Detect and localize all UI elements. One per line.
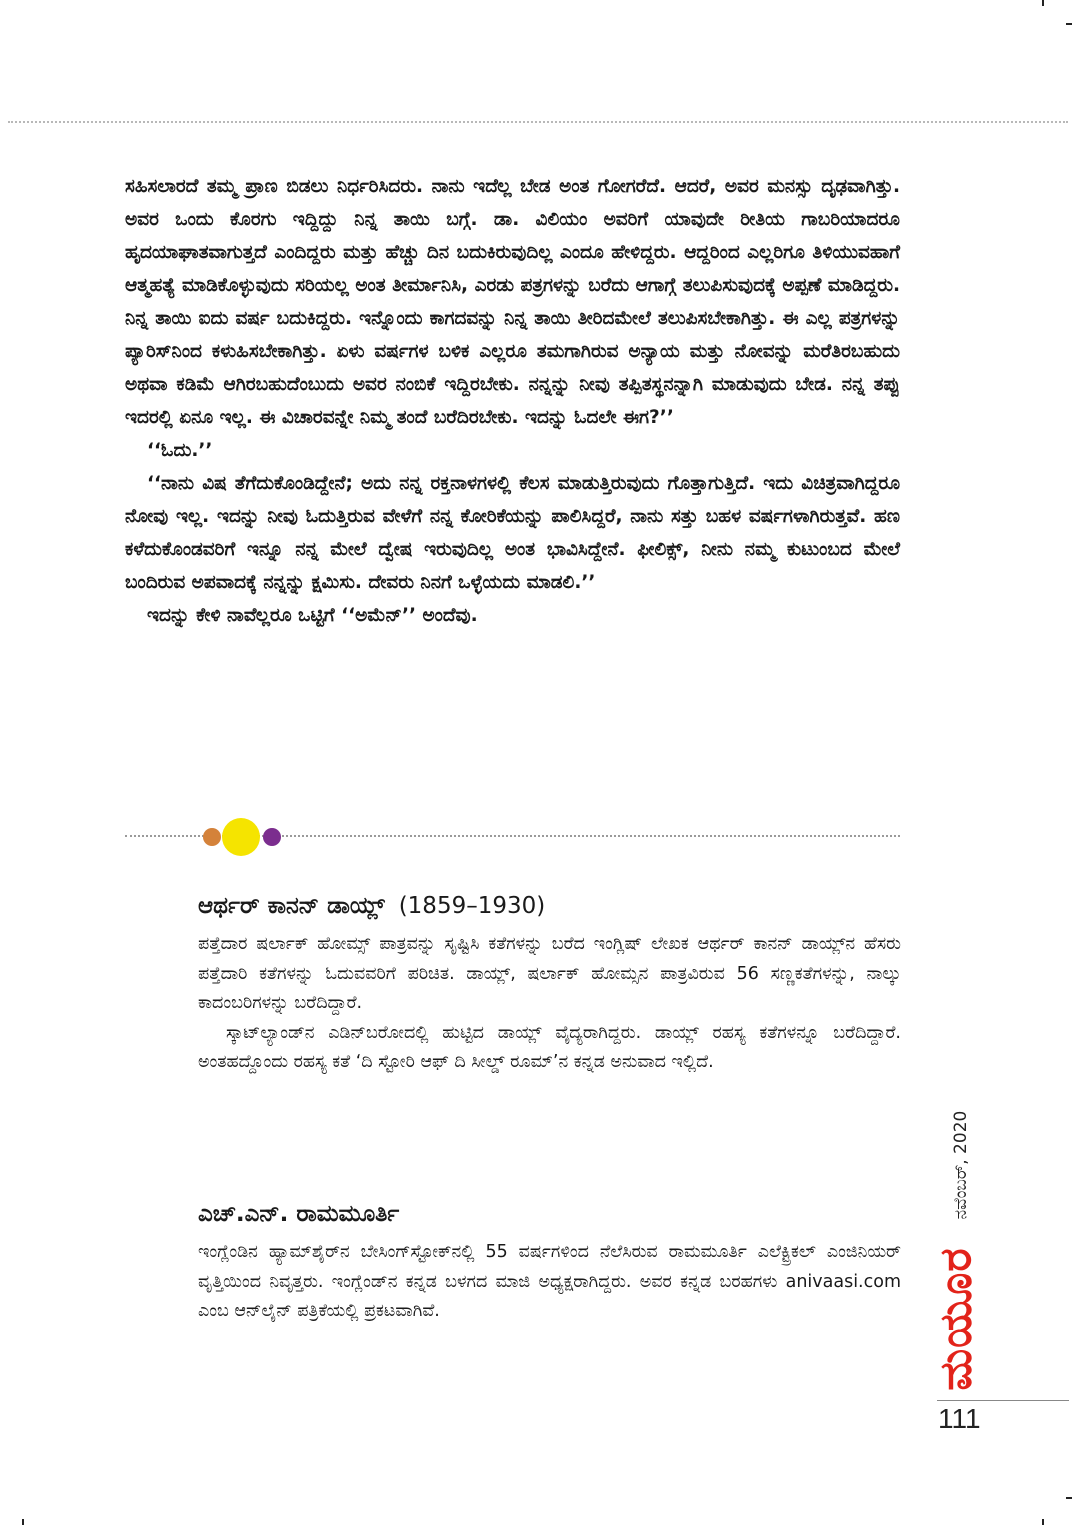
crop-mark-bottom-right [1042,1519,1044,1525]
author-name: ಆರ್ಥರ್ ಕಾನನ್ ಡಾಯ್ಲ್ [198,893,385,919]
story-paragraph: ‘‘ನಾನು ವಿಷ ತೆಗೆದುಕೊಂಡಿದ್ದೇನೆ; ಅದು ನನ್ನ ರಕ್ತನಾಳಗಳಲ್ಲಿ ಕೆಲಸ ಮಾಡುತ್ತಿರುವುದು ಗೊತ್ತಾಗುತ್ತಿದೆ. ಇದು ವಿಚಿತ್ರವಾಗಿದ್ದರೂ ನೋವು ಇಲ್ಲ. ಇದನ್ನು ನೀವು ಓದುತ್ತಿರುವ ವೇಳೆಗೆ ನನ್ನ ಕೋರಿಕೆಯನ್ನು ಪಾಲಿಸಿದ್ದರೆ, ನಾನು ಸತ್ತು ಬಹಳ ವರ್ಷಗಳಾಗಿರುತ್ತವೆ. ಹಣ ಕಳೆದುಕೊಂಡವರಿಗೆ ಇನ್ನೂ ನನ್ನ ಮೇಲೆ ದ್ವೇಷ ಇರುವುದಿಲ್ಲ ಅಂತ ಭಾವಿಸಿದ್ದೇನೆ. ಫೀಲಿಕ್ಸ್, ನೀನು ನಮ್ಮ ಕುಟುಂಬದ ಮೇಲೆ ಬಂದಿರುವ ಅಪವಾದಕ್ಕೆ ನನ್ನನ್ನು ಕ್ಷಮಿಸು. ದೇವರು ನಿನಗೆ ಒಳ್ಳೆಯದು ಮಾಡಲಿ.’’ [125,473,900,593]
translator-name: ಎಚ್.ಎನ್. ರಾಮಮೂರ್ತಿ [198,1201,400,1227]
crop-mark-right-top [1066,23,1072,25]
author-bio-paragraph: ಪತ್ತೆದಾರ ಷರ್ಲಾಕ್ ಹೋಮ್ಸ್ ಪಾತ್ರವನ್ನು ಸೃಷ್ಟಿಸಿ ಕತೆಗಳನ್ನು ಬರೆದ ಇಂಗ್ಲಿಷ್ ಲೇಖಕ ಆರ್ಥರ್ ಕಾನನ್ ಡಾಯ್ಲ್‌ನ ಹೆಸರು ಪತ್ತೆದಾರಿ ಕತೆಗಳನ್ನು ಓದುವವರಿಗೆ ಪರಿಚಿತ. ಡಾಯ್ಲ್, ಷರ್ಲಾಕ್ ಹೋಮ್ಸನ ಪಾತ್ರವಿರುವ 56 ಸಣ್ಣಕತೆಗಳನ್ನು, ನಾಲ್ಕು ಕಾದಂಬರಿಗಳನ್ನು ಬರೆದಿದ್ದಾರೆ. [198,934,901,1013]
translator-bio [198,1196,901,1327]
author-heading [198,888,901,924]
crop-mark-top [1042,0,1044,6]
page-number: 111 [938,1403,981,1434]
issue-date-text: ನವೆಂಬರ್, 2020 [951,1110,971,1220]
magazine-logo [926,1245,986,1393]
yellow-dot [222,818,260,856]
translator-bio-paragraph: ಇಂಗ್ಲೆಂಡಿನ ಹ್ಯಾಮ್‌ಶೈರ್‌ನ ಬೇಸಿಂಗ್‌ಸ್ಟೋಕ್‌ನಲ್ಲಿ 55 ವರ್ಷಗಳಿಂದ ನೆಲೆಸಿರುವ ರಾಮಮೂರ್ತಿ ಎಲೆಕ್ಟ್ರಿಕಲ್ ಎಂಜಿನಿಯರ್ ವೃತ್ತಿಯಿಂದ ನಿವೃತ್ತರು. ಇಂಗ್ಲೆಂಡ್‌ನ ಕನ್ನಡ ಬಳಗದ ಮಾಜಿ ಅಧ್ಯಕ್ಷರಾಗಿದ್ದರು. ಅವರ ಕನ್ನಡ ಬರಹಗಳು anivaasi.com ಎಂಬ ಆನ್‌ಲೈನ್ ಪತ್ರಿಕೆಯಲ್ಲಿ ಪ್ರಕಟವಾಗಿವೆ. [198,1242,901,1321]
story-paragraph: ಸಹಿಸಲಾರದೆ ತಮ್ಮ ಪ್ರಾಣ ಬಿಡಲು ನಿರ್ಧರಿಸಿದರು. ನಾನು ಇದೆಲ್ಲ ಬೇಡ ಅಂತ ಗೋಗರೆದೆ. ಆದರೆ, ಅವರ ಮನಸ್ಸು ದೃಢವಾಗಿತ್ತು. ಅವರ ಒಂದು ಕೊರಗು ಇದ್ದಿದ್ದು ನಿನ್ನ ತಾಯಿ ಬಗ್ಗೆ. ಡಾ. ವಿಲಿಯಂ ಅವರಿಗೆ ಯಾವುದೇ ರೀತಿಯ ಗಾಬರಿಯಾದರೂ ಹೃದಯಾಘಾತವಾಗುತ್ತದೆ ಎಂದಿದ್ದರು ಮತ್ತು ಹೆಚ್ಚು ದಿನ ಬದುಕಿರುವುದಿಲ್ಲ ಎಂದೂ ಹೇಳಿದ್ದರು. ಆದ್ದರಿಂದ ಎಲ್ಲರಿಗೂ ತಿಳಿಯುವಹಾಗೆ ಆತ್ಮಹತ್ಯೆ ಮಾಡಿಕೊಳ್ಳುವುದು ಸರಿಯಲ್ಲ ಅಂತ ತೀರ್ಮಾನಿಸಿ, ಎರಡು ಪತ್ರಗಳನ್ನು ಬರೆದು ಆಗಾಗ್ಗೆ ತಲುಪಿಸುವುದಕ್ಕೆ ಅಪ್ಪಣೆ ಮಾಡಿದ್ದರು. ನಿನ್ನ ತಾಯಿ ಐದು ವರ್ಷ ಬದುಕಿದ್ದರು. ಇನ್ನೊಂದು ಕಾಗದವನ್ನು ನಿನ್ನ ತಾಯಿ ತೀರಿದಮೇಲೆ ತಲುಪಿಸಬೇಕಾಗಿತ್ತು. ಈ ಎಲ್ಲ ಪತ್ರಗಳನ್ನು ಪ್ಯಾರಿಸ್‌ನಿಂದ ಕಳುಹಿಸಬೇಕಾಗಿತ್ತು. ಏಳು ವರ್ಷಗಳ ಬಳಿಕ ಎಲ್ಲರೂ ತಮಗಾಗಿರುವ ಅನ್ಯಾಯ ಮತ್ತು ನೋವನ್ನು ಮರೆತಿರಬಹುದು ಅಥವಾ ಕಡಿಮೆ ಆಗಿರಬಹುದೆಂಬುದು ಅವರ ನಂಬಿಕೆ ಇದ್ದಿರಬೇಕು. ನನ್ನನ್ನು ನೀವು ತಪ್ಪಿತಸ್ಥನನ್ನಾಗಿ ಮಾಡುವುದು ಬೇಡ. ನನ್ನ ತಪ್ಪು ಇದರಲ್ಲಿ ಏನೂ ಇಲ್ಲ. ಈ ವಿಚಾರವನ್ನೇ ನಿಮ್ಮ ತಂದೆ ಬರೆದಿರಬೇಕು. ಇದನ್ನು ಓದಲೇ ಈಗ?’’ [125,176,900,428]
crop-mark-right-bottom [1066,1497,1072,1499]
orange-dot [203,828,221,846]
translator-heading [198,1196,901,1232]
page-number-rule [937,1400,1069,1401]
crop-mark-bottom-left [22,1519,24,1525]
author-bio [198,888,901,1078]
purple-dot [263,828,281,846]
story-paragraph: ‘‘ಓದು.’’ [147,440,213,461]
top-dotted-rule [8,121,1068,123]
author-bio-paragraph: ಸ್ಕಾಟ್‌ಲ್ಯಾಂಡ್‌ನ ಎಡಿನ್‌ಬರೋದಲ್ಲಿ ಹುಟ್ಟಿದ ಡಾಯ್ಲ್ ವೈದ್ಯರಾಗಿದ್ದರು. ಡಾಯ್ಲ್ ರಹಸ್ಯ ಕತೆಗಳನ್ನೂ ಬರೆದಿದ್ದಾರೆ. ಅಂತಹದ್ದೊಂದು ರಹಸ್ಯ ಕತೆ ‘ದಿ ಸ್ಟೋರಿ ಆಫ್ ದಿ ಸೀಲ್ಡ್ ರೂಮ್’ನ ಕನ್ನಡ ಅನುವಾದ ಇಲ್ಲಿದೆ. [198,1022,901,1072]
author-years: (1859–1930) [398,893,546,919]
magazine-logo-text: ಮಯೂರ [930,1247,982,1391]
story-paragraph: ಇದನ್ನು ಕೇಳಿ ನಾವೆಲ್ಲರೂ ಒಟ್ಟಿಗೆ ‘‘ಅಮೆನ್’’ ಅಂದೆವು. [147,605,478,626]
story-text [125,170,900,632]
issue-date [946,1090,976,1240]
section-divider [125,818,900,858]
